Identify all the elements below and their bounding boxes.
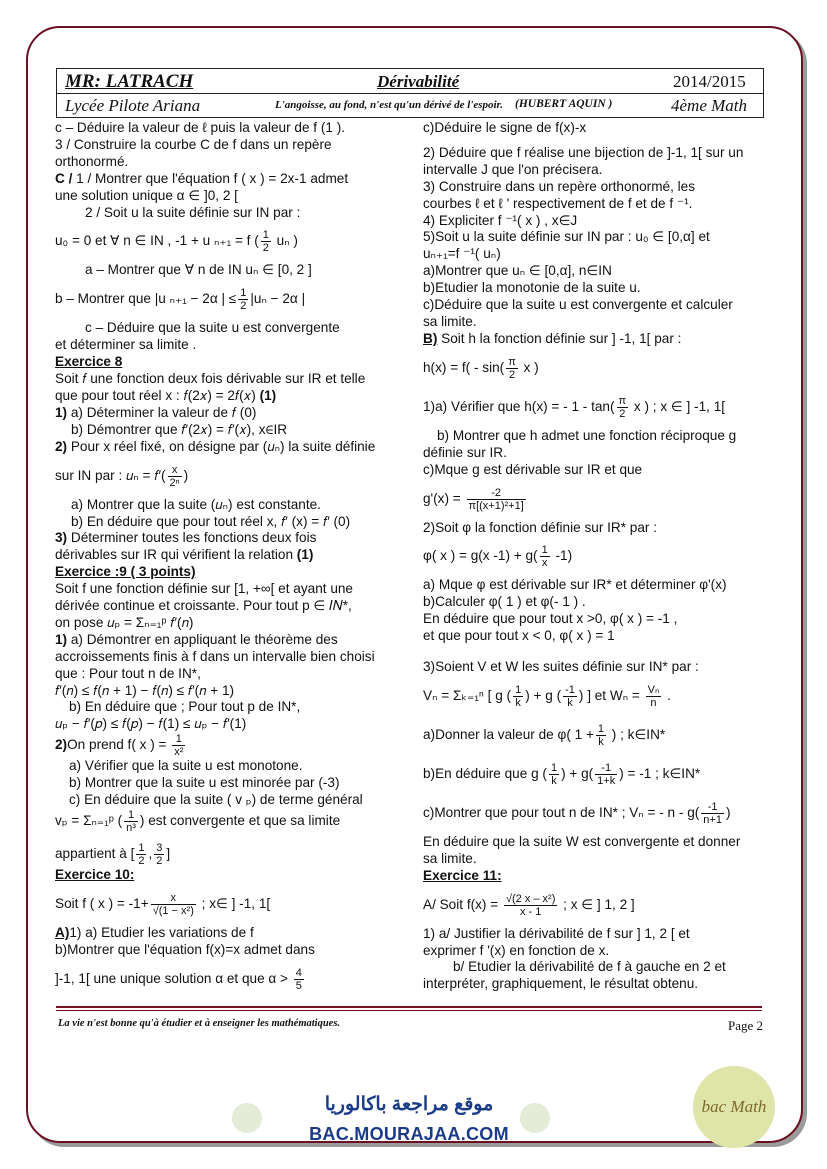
text-line: accroissements finis à f dans un intervalle bien choisi	[55, 648, 375, 664]
text-line: a) Mque φ est dérivable sur IR* et déterminer φ'(x)	[423, 577, 727, 593]
exercise-title: Exercice 10:	[55, 867, 135, 882]
formula-line: Soit f ( x ) = -1+ $\frac{x}{\text{√(1 − x²)}}$ ; x∈ ] -1, 1[	[55, 891, 271, 917]
text-line: sa limite.	[423, 850, 477, 866]
text-line: 1) a/ Justifier la dérivabilité de f sur ] 1, 2 [ et	[423, 925, 690, 941]
site-url[interactable]: BAC.MOURAJAA.COM	[309, 1124, 509, 1144]
exercise-title: Exercice 11:	[423, 867, 502, 883]
quote: L'angoisse, au fond, n'est qu'un dérivé de l'espoir.	[275, 99, 503, 111]
text-line: 2) Pour x réel fixé, on désigne par (𝑢ₙ) la suite définie	[55, 438, 376, 454]
footer-separator	[56, 1006, 762, 1008]
text-line: c – Déduire la valeur de ℓ puis la valeur de f (1 ).	[55, 120, 346, 135]
text-line: interpréter, graphiquement, le résultat obtenu.	[423, 976, 699, 992]
text-line: 2) Déduire que f réalise une bijection de ]-1, 1[ sur un	[423, 144, 744, 160]
formula-line: φ( x ) = g(x -1) + g( $\frac{1}{x}$ -1)	[423, 544, 573, 570]
text-line: b) Montrer que h admet une fonction réciproque g	[437, 427, 737, 443]
text-line: a) Montrer que la suite (𝑢ₙ) est constante.	[71, 496, 321, 512]
text-line: c – Déduire que la suite u est convergente	[85, 320, 340, 336]
text-line: Soit f une fonction définie sur [1, +∞[ et ayant une	[55, 581, 353, 597]
text-line: 1) a) Déterminer la valeur de 𝑓 (0)	[55, 404, 257, 420]
text-line: b) Démontrer que 𝑓′(2𝑥) = 𝑓′(𝑥), x∈IR	[71, 421, 288, 437]
quote-author: (HUBERT AQUIN )	[515, 98, 613, 110]
exercise-title: Exercice 8	[55, 354, 123, 370]
text-line: b)Calculer φ( 1 ) et φ(- 1 ) .	[423, 594, 586, 610]
text-line: 3 / Construire la courbe C de f dans un repère	[55, 136, 332, 152]
formula-line: A/ Soit f(x) = $\frac{\text{√(2 x – x²)}}{x - 1}$ ; x ∈ ] 1, 2 ]	[423, 892, 635, 918]
formula-line: Vₙ = Σₖ₌₁ⁿ [ g ( $\frac{1}{k}$ ) + g ( $\frac{-1}{k}$ ) ] et Wₙ = $\frac{\text{Vₙ}}{n}$ .	[423, 683, 671, 709]
text-line: 3) Déterminer toutes les fonctions deux fois	[55, 530, 317, 546]
text-line: C / 1 / Montrer que l'équation f ( x ) = 2x-1 admet	[55, 170, 349, 186]
formula-line: u₀ = 0 et ∀ n ∈ IN , -1 + u ₙ₊₁ = f ( $\frac{1}{2}$ uₙ )	[55, 229, 298, 255]
text-line: A)1) a) Etudier les variations de f	[55, 924, 254, 940]
text-line: définie sur IR.	[423, 444, 507, 460]
school-name: Lycée Pilote Ariana	[65, 96, 201, 115]
formula-line: ]-1, 1[ une unique solution α et que α > $\frac{4}{5}$	[55, 966, 302, 992]
text-line: b) En déduire que pour tout réel x, 𝑓′ (x) = 𝑓′ (0)	[71, 513, 351, 529]
text-line: dérivables sur IR qui vérifient la relation (1)	[55, 547, 314, 563]
formula-line: 2)On prend f( x ) = $\frac{1}{\text{x²}}$	[55, 733, 184, 759]
site-name-arabic: موقع مراجعة باكالوريا	[324, 1094, 494, 1115]
formula-line: b – Montrer que |u ₙ₊₁ − 2α | ≤ $\frac{1}{2}$ |uₙ − 2α |	[55, 287, 306, 313]
text-line: b/ Etudier la dérivabilité de f à gauche en 2 et	[453, 959, 726, 975]
formula-line: c)Montrer que pour tout n de IN* ; Vₙ = - n - g( $\frac{-1}{n+1}$ )	[423, 800, 731, 826]
text-line: 3)Soient V et W les suites définie sur IN* par :	[423, 659, 699, 675]
text-line: c) En déduire que la suite ( v ₚ) de terme général	[69, 792, 363, 808]
text-line: 1) a) Démontrer en appliquant le théorème des	[55, 631, 338, 647]
text-line: En déduire que pour tout x >0, φ( x ) = -1 ,	[423, 611, 678, 627]
text-line: b)Etudier la monotonie de la suite u.	[423, 280, 641, 296]
level: 4ème Math	[671, 96, 748, 115]
bac-math-logo: bac Math	[693, 1066, 775, 1148]
text-line: B) Soit h la fonction définie sur ] -1, 1[ par :	[423, 330, 682, 346]
formula-line: a)Donner la valeur de φ( 1 + $\frac{1}{k}$ ) ; k∈IN*	[423, 722, 666, 748]
text-line: sa limite.	[423, 313, 477, 329]
text-line: exprimer f '(x) en fonction de x.	[423, 942, 610, 958]
text-line: b)Montrer que l'équation f(x)=x admet dans	[55, 941, 315, 957]
formula-line: h(x) = f( - sin( $\frac{\pi}{2}$ x )	[423, 355, 539, 381]
formula-line: g'(x) = $\frac{-2}{\text{π[(x+1)²+1]}}$	[423, 486, 524, 512]
author: MR: LATRACH	[65, 71, 194, 92]
text-line: 2)Soit φ la fonction définie sur IR* par :	[423, 519, 657, 535]
formula-line: 𝑓′(𝑛) ≤ 𝑓(𝑛 + 1) − 𝑓(𝑛) ≤ 𝑓′(𝑛 + 1)	[55, 682, 235, 698]
text-line: et que pour tout x < 0, φ( x ) = 1	[423, 628, 615, 644]
text-line: et déterminer sa limite .	[55, 337, 197, 353]
text-line: b) Montrer que la suite u est minorée par (-3)	[69, 775, 340, 791]
text-line: c)Déduire le signe de f(x)-x	[423, 120, 587, 135]
formula-line: appartient à [ $\frac{1}{2}$ , $\frac{3}{2}$ ]	[55, 842, 171, 867]
footer-separator-thin	[56, 1010, 762, 1011]
text-line: 3) Construire dans un repère orthonormé, les	[423, 178, 696, 194]
formula-line: b)En déduire que g ( $\frac{1}{k}$ ) + g( $\frac{-1}{1+k}$ ) = -1 ; k∈IN*	[423, 761, 701, 787]
text-line: que : Pour tout n de IN*,	[55, 665, 201, 681]
text-line: a – Montrer que ∀ n de IN uₙ ∈ [0, 2 ]	[85, 262, 312, 278]
exercise-title: Exercice :9 ( 3 points)	[55, 564, 196, 580]
footer-motto: La vie n'est bonne qu'à étudier et à enseigner les mathématiques.	[58, 1018, 341, 1029]
text-line: c)Déduire que la suite u est convergente et calculer	[423, 297, 733, 313]
text-line: a) Vérifier que la suite u est monotone.	[69, 758, 303, 774]
text-line: une solution unique α ∈ ]0, 2 [	[55, 187, 238, 203]
text-line: dérivée continue et croissante. Pour tout p ∈ 𝐼𝑁*,	[55, 598, 352, 614]
formula-line: on pose 𝑢ₚ = Σₙ₌₁ᵖ 𝑓′(𝑛)	[55, 614, 194, 630]
text-line: 5)Soit u la suite définie sur IN par : u₀ ∈ [0,α] et	[423, 229, 710, 245]
text-line: 2 / Soit u la suite définie sur IN par :	[85, 204, 301, 220]
text-line: courbes ℓ et ℓ ' respectivement de f et de f ⁻¹.	[423, 195, 693, 211]
formula-line: sur IN par : 𝑢ₙ = 𝑓′( $\frac{x}{\text{2ⁿ}}$ )	[55, 463, 189, 489]
formula-line: vₚ = Σₙ₌₁ᵖ ( $\frac{1}{\text{n³}}$ ) est convergente et que sa limite	[55, 809, 341, 834]
text-line: Soit 𝑓 une fonction deux fois dérivable sur IR et telle	[55, 371, 366, 387]
formula-line: 𝑢ₚ − 𝑓′(𝑝) ≤ 𝑓(𝑝) − 𝑓(1) ≤ 𝑢ₚ − 𝑓′(1)	[55, 716, 247, 732]
header-box	[56, 68, 764, 118]
text-line: a)Montrer que uₙ ∈ [0,α], n∈IN	[423, 263, 612, 279]
text-line: En déduire que la suite W est convergente et donner	[423, 833, 741, 849]
subject-title: Dérivabilité	[377, 72, 460, 91]
text-line: orthonormé.	[55, 153, 129, 169]
text-line: intervalle J que l'on précisera.	[423, 161, 603, 177]
school-year: 2014/2015	[673, 72, 746, 91]
text-line: b) En déduire que ; Pour tout p de IN*,	[69, 699, 301, 715]
right-column	[423, 120, 773, 993]
header-divider	[57, 93, 763, 94]
text-line: uₙ₊₁=f ⁻¹( uₙ)	[423, 246, 501, 262]
formula-line: 1)a) Vérifier que h(x) = - 1 - tan( $\frac{\pi}{2}$ x ) ; x ∈ ] -1, 1[	[423, 394, 726, 420]
text-line: que pour tout réel x : 𝑓(2𝑥) = 2𝑓(𝑥) (1)	[55, 387, 277, 403]
text-line: 4) Expliciter f ⁻¹( x ) , x∈J	[423, 212, 578, 228]
left-column	[55, 120, 405, 992]
text-line: c)Mque g est dérivable sur IR et que	[423, 461, 643, 477]
book-logo-icon	[232, 1103, 262, 1133]
page-number: Page 2	[728, 1018, 764, 1033]
